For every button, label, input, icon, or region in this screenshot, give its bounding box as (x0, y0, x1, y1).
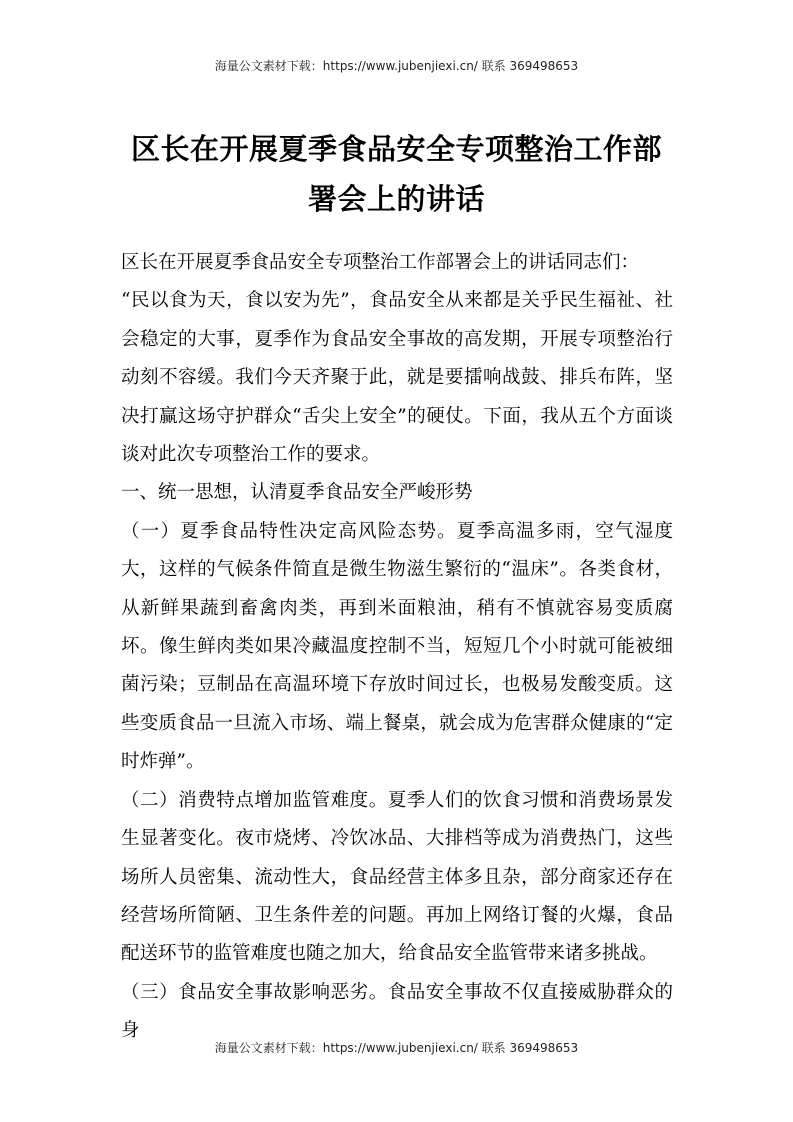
paragraph-point-3: （三）食品安全事故影响恶劣。食品安全事故不仅直接威胁群众的身 (121, 981, 673, 1042)
title-line-1: 区长在开展夏季食品安全专项整治工作部 (130, 132, 662, 166)
paragraph-point-2: （二）消费特点增加监管难度。夏季人们的饮食习惯和消费场景发生显著变化。夜市烧烤、冷饮冰品、大排档等成为消费热门，这些场所人员密集、流动性大，食品经营主体多且杂，部分商家还存在经营场所简陋、卫生条件差的问题。再加上网络订餐的火爆，食品配送环节的监管难度也随之加大，给食品安全监管带来诸多挑战。 (121, 789, 673, 965)
paragraph-opening: 区长在开展夏季食品安全专项整治工作部署会上的讲话同志们： (121, 252, 640, 273)
document-title (110, 124, 683, 224)
page-footer: 海量公文素材下载：https://www.jubenjiexi.cn/ 联系 369498653 (214, 1041, 579, 1055)
document-body (121, 244, 673, 1051)
section-heading-1: 一、统一思想，认清夏季食品安全严峻形势 (121, 482, 473, 504)
paragraph-intro: “民以食为天，食以安为先”，食品安全从来都是关乎民生福祉、社会稳定的大事，夏季作为食品安全事故的高发期，开展专项整治行动刻不容缓。我们今天齐聚于此，就是要擂响战鼓、排兵布阵，坚决打赢这场守护群众“舌尖上安全”的硬仗。下面，我从五个方面谈谈对此次专项整治工作的要求。 (121, 290, 673, 466)
title-line-2: 署会上的讲话 (307, 182, 485, 216)
page-header: 海量公文素材下载：https://www.jubenjiexi.cn/ 联系 369498653 (214, 59, 579, 73)
paragraph-point-1: （一）夏季食品特性决定高风险态势。夏季高温多雨，空气湿度大，这样的气候条件简直是微生物滋生繁衍的“温床”。各类食材，从新鲜果蔬到畜禽肉类，再到米面粮油，稍有不慎就容易变质腐坏。像生鲜肉类如果冷藏温度控制不当，短短几个小时就可能被细菌污染；豆制品在高温环境下存放时间过长，也极易发酸变质。这些变质食品一旦流入市场、端上餐桌，就会成为危害群众健康的“定时炸弹”。 (121, 520, 673, 773)
